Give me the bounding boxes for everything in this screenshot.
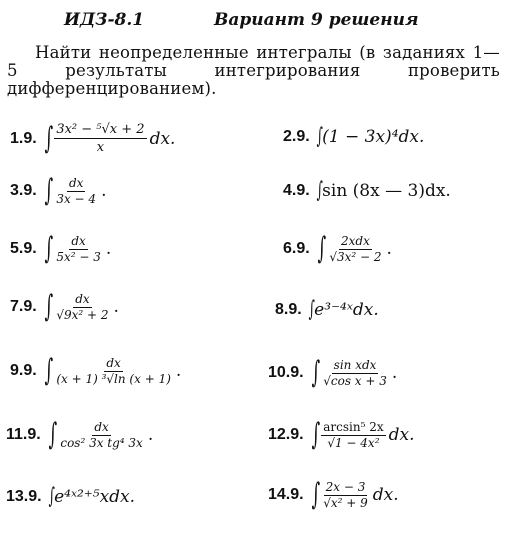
instruction-body: Найти неопределенные интегралы (в заданиях 1—5 результаты интегрирования проверить дифференцированием). (7, 43, 500, 98)
numerator: sin xdx (333, 357, 377, 372)
problem-10 (268, 355, 398, 390)
fraction (321, 359, 389, 388)
numerator: dx (75, 291, 90, 306)
denominator: √x² + 9 (323, 495, 368, 510)
numerator: 2x − 3 (325, 479, 366, 494)
numerator: arcsin⁵ 2x (323, 419, 384, 434)
integrand: e³⁻⁴ˣdx. (314, 300, 379, 320)
integral-sign: ∫ (308, 297, 315, 322)
terminator: . (101, 181, 107, 201)
problem-number: 3.9. (10, 182, 37, 199)
problem-8 (275, 299, 379, 321)
problem-number: 1.9. (10, 129, 37, 147)
denominator: √cos x + 3 (323, 373, 387, 388)
problem-9 (10, 353, 182, 388)
fraction (321, 421, 385, 450)
denominator: 5x² − 3 (56, 249, 101, 264)
problem-4 (283, 180, 451, 202)
integral-sign: ∫ (44, 120, 53, 156)
problem-11 (6, 417, 154, 452)
integral-sign: ∫ (316, 124, 323, 149)
terminator: . (391, 363, 398, 383)
problem-5 (10, 231, 112, 266)
differential: dx. (388, 425, 415, 445)
integral-sign: ∫ (44, 173, 53, 208)
integral-sign: ∫ (48, 484, 55, 509)
denominator: √9x² + 2 (56, 307, 109, 322)
denominator: 3x − 4 (56, 191, 97, 206)
problem-number: 9.9. (10, 362, 37, 379)
problem-number: 6.9. (283, 240, 310, 257)
fraction (54, 293, 110, 322)
numerator: dx (94, 419, 109, 434)
fraction (327, 235, 383, 264)
integral-sign: ∫ (44, 353, 53, 388)
integral-sign: ∫ (317, 231, 326, 266)
problem-number: 13.9. (6, 488, 42, 505)
problem-number: 5.9. (10, 240, 37, 257)
numerator: dx (71, 233, 86, 248)
terminator: . (175, 361, 182, 381)
problem-number: 14.9. (268, 486, 304, 503)
integral-sign: ∫ (311, 355, 320, 390)
terminator: . (147, 425, 154, 445)
integral-sign: ∫ (311, 417, 320, 452)
integral-sign: ∫ (316, 178, 323, 203)
problem-2 (283, 126, 424, 148)
problem-1 (10, 122, 175, 155)
problem-number: 8.9. (275, 301, 302, 318)
numerator: 2xdx (340, 233, 370, 248)
integrand: sin (8x — 3)dx. (322, 181, 451, 201)
problem-14 (268, 477, 399, 512)
problem-number: 10.9. (268, 364, 304, 381)
differential: dx. (372, 485, 399, 505)
problem-number: 7.9. (10, 298, 37, 315)
terminator: . (105, 239, 112, 259)
problem-12 (268, 417, 415, 452)
denominator: cos² 3x tg⁴ 3x (60, 435, 143, 450)
numerator: 3x² − ⁵√x + 2 (56, 122, 145, 137)
denominator: x (96, 140, 105, 155)
problem-3 (10, 173, 107, 208)
numerator: dx (68, 175, 84, 190)
problem-number: 4.9. (283, 182, 310, 199)
fraction (54, 122, 146, 155)
fraction (54, 177, 98, 206)
integral-sign: ∫ (311, 477, 320, 512)
numerator: dx (106, 355, 121, 370)
terminator: . (386, 239, 392, 259)
variant-title: Вариант 9 решения (214, 10, 419, 30)
problem-13 (6, 486, 135, 508)
terminator: . (113, 297, 119, 317)
denominator: (x + 1) ³√ln (x + 1) (56, 371, 171, 386)
fraction (54, 357, 173, 386)
assignment-code: ИДЗ-8.1 (64, 10, 145, 30)
denominator: √3x² − 2 (329, 249, 382, 264)
problem-number: 12.9. (268, 426, 304, 443)
denominator: √1 − 4x² (327, 435, 380, 450)
instruction-text (7, 44, 500, 98)
integrand: e⁴ˣ²⁺⁵xdx. (54, 487, 136, 507)
integral-sign: ∫ (44, 231, 53, 266)
integral-sign: ∫ (48, 417, 57, 452)
problem-7 (10, 289, 119, 324)
fraction (321, 481, 370, 510)
integral-sign: ∫ (44, 289, 53, 324)
fraction (58, 421, 144, 450)
problem-6 (283, 231, 392, 266)
fraction (54, 235, 103, 264)
differential: dx. (149, 128, 176, 149)
problem-number: 2.9. (283, 128, 310, 145)
integrand: (1 − 3x)⁴dx. (322, 127, 425, 147)
problem-number: 11.9. (6, 426, 41, 443)
